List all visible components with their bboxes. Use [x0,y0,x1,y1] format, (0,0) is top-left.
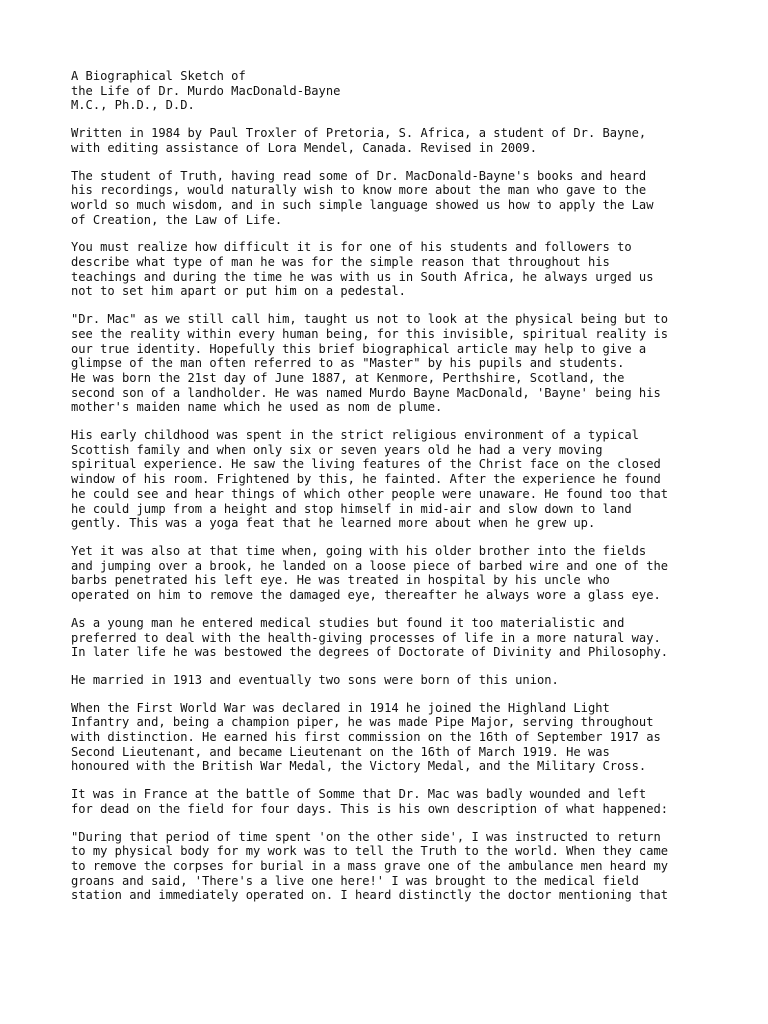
text-line: honoured with the British War Medal, the Victory Medal, and the Military Cross. [71,759,647,774]
paragraph-war [71,701,711,775]
text-line: our true identity. Hopefully this brief biographical article may help to give a [71,341,647,356]
title-line: A Biographical Sketch of [71,69,246,83]
text-line: "Dr. Mac" as we still call him, taught us not to look at the physical being but to [71,312,669,327]
paragraph-authorship [71,126,711,155]
title-line: the Life of Dr. Murdo MacDonald-Bayne [71,83,341,98]
text-line: glimpse of the man often referred to as "Master" by his pupils and students. [71,356,625,371]
text-line: teachings and during the time he was with us in South Africa, he always urged us [71,269,654,284]
text-line: station and immediately operated on. I heard distinctly the doctor mentioning that [71,888,669,903]
text-line: He was born the 21st day of June 1887, at Kenmore, Perthshire, Scotland, the [71,370,625,385]
text-line: second son of a landholder. He was named Murdo Bayne MacDonald, 'Bayne' being his [71,385,661,400]
text-line: Second Lieutenant, and became Lieutenant on the 16th of March 1919. He was [71,744,610,759]
paragraph-medical [71,616,711,660]
text-line: his recordings, would naturally wish to know more about the man who gave to the [71,183,647,198]
title-line: M.C., Ph.D., D.D. [71,98,195,113]
text-line: with distinction. He earned his first commission on the 16th of September 1917 as [71,730,661,745]
text-line: he could see and hear things of which other people were unaware. He found too that [71,486,669,501]
text-line: preferred to deal with the health-giving processes of life in a more natural way. [71,630,661,645]
text-line: of Creation, the Law of Life. [71,212,283,227]
paragraph-somme [71,787,711,816]
text-line: Written in 1984 by Paul Troxler of Pretoria, S. Africa, a student of Dr. Bayne, [71,126,647,141]
text-line: The student of Truth, having read some of Dr. MacDonald-Bayne's books and heard [71,168,647,183]
text-line: Scottish family and when only six or seven years old he had a very moving [71,442,603,457]
paragraph-realize [71,240,711,299]
paragraph-childhood [71,428,711,531]
text-line: world so much wisdom, and in such simple language showed us how to apply the Law [71,197,654,212]
text-line: Infantry and, being a champion piper, he was made Pipe Major, serving throughout [71,715,654,730]
text-line: describe what type of man he was for the simple reason that throughout his [71,255,610,270]
text-line: not to set him apart or put him on a pedestal. [71,284,406,299]
text-line: and jumping over a brook, he landed on a loose piece of barbed wire and one of the [71,558,669,573]
text-line: gently. This was a yoga feat that he learned more about when he grew up. [71,516,596,531]
text-line: He married in 1913 and eventually two sons were born of this union. [71,672,559,687]
text-line: As a young man he entered medical studies but found it too materialistic and [71,615,625,630]
text-line: It was in France at the battle of Somme that Dr. Mac was badly wounded and left [71,787,647,802]
text-line: barbs penetrated his left eye. He was treated in hospital by his uncle who [71,573,610,588]
text-line: His early childhood was spent in the strict religious environment of a typical [71,428,639,443]
text-line: spiritual experience. He saw the living features of the Christ face on the closed [71,457,661,472]
text-line: for dead on the field for four days. This is his own description of what happened: [71,801,669,816]
text-line: Yet it was also at that time when, going with his older brother into the fields [71,543,647,558]
text-line: see the reality within every human being, for this invisible, spiritual reality is [71,326,669,341]
text-line: You must realize how difficult it is for one of his students and followers to [71,240,632,255]
text-line: operated on him to remove the damaged eye, thereafter he always wore a glass eye. [71,588,661,603]
text-line: window of his room. Frightened by this, he fainted. After the experience he found [71,472,661,487]
text-line: to remove the corpses for burial in a mass grave one of the ambulance men heard my [71,858,669,873]
text-line: mother's maiden name which he used as nom de plume. [71,400,443,415]
text-line: to my physical body for my work was to tell the Truth to the world. When they came [71,844,669,859]
document-title [71,69,711,113]
text-line: "During that period of time spent 'on the other side', I was instructed to return [71,829,661,844]
text-line: groans and said, 'There's a live one here!' I was brought to the medical field [71,873,639,888]
document-page [71,69,711,916]
text-line: When the First World War was declared in 1914 he joined the Highland Light [71,700,610,715]
paragraph-intro [71,169,711,228]
paragraph-dr-mac [71,312,711,415]
paragraph-married [71,673,711,688]
text-line: with editing assistance of Lora Mendel, Canada. Revised in 2009. [71,140,537,155]
text-line: In later life he was bestowed the degrees of Doctorate of Divinity and Philosophy. [71,645,669,660]
paragraph-eye [71,544,711,603]
paragraph-quote [71,830,711,904]
text-line: he could jump from a height and stop himself in mid-air and slow down to land [71,501,632,516]
